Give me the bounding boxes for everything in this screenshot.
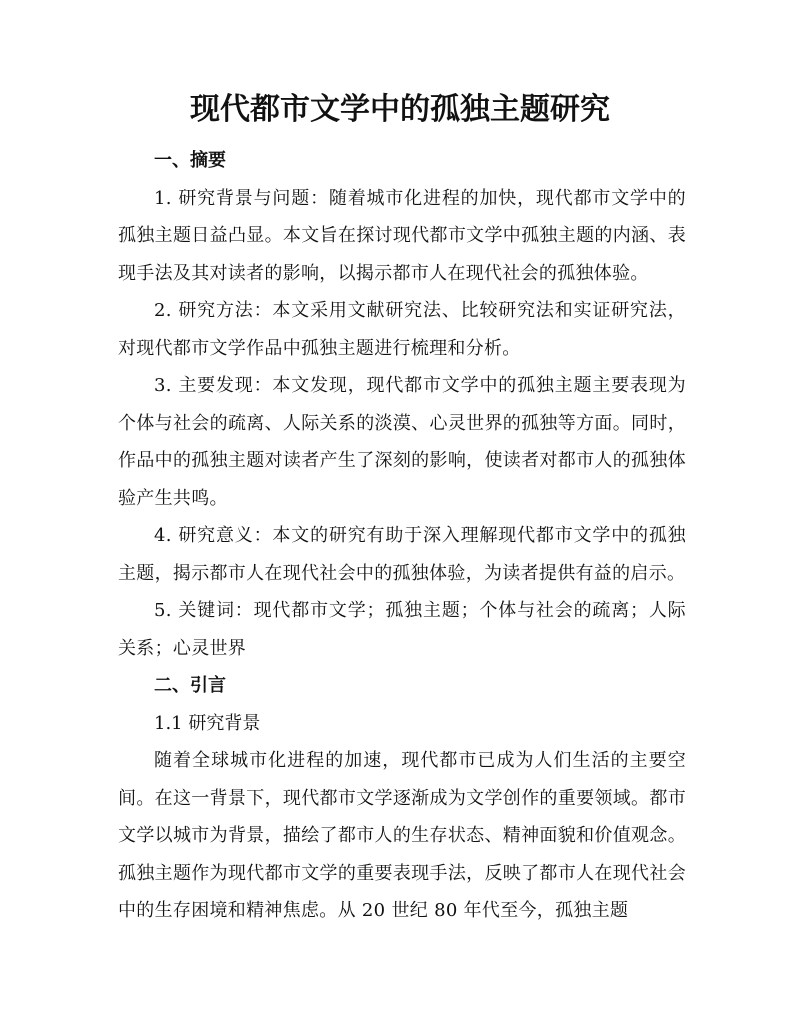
abstract-item-significance: 4. 研究意义：本文的研究有助于深入理解现代都市文学中的孤独主题，揭示都市人在现代社会中的孤独体验，为读者提供有益的启示。: [118, 525, 686, 584]
section-heading-abstract: 一、摘要: [154, 150, 226, 171]
document-body: [118, 142, 686, 930]
abstract-item-keywords: 5. 关键词：现代都市文学；孤独主题；个体与社会的疏离；人际关系；心灵世界: [118, 600, 686, 659]
document-title: 现代都市文学中的孤独主题研究: [190, 92, 610, 127]
abstract-item-findings: 3. 主要发现：本文发现，现代都市文学中的孤独主题主要表现为个体与社会的疏离、人际关系的淡漠、心灵世界的孤独等方面。同时，作品中的孤独主题对读者产生了深刻的影响，使读者对都市人的孤独体验产生共鸣。: [118, 375, 686, 509]
subsection-heading-background: 1.1 研究背景: [154, 712, 261, 734]
abstract-item-method: 2. 研究方法：本文采用文献研究法、比较研究法和实证研究法，对现代都市文学作品中孤独主题进行梳理和分析。: [118, 300, 686, 359]
intro-paragraph: 随着全球城市化进程的加速，现代都市已成为人们生活的主要空间。在这一背景下，现代都市文学逐渐成为文学创作的重要领域。都市文学以城市为背景，描绘了都市人的生存状态、精神面貌和价值观念。孤独主题作为现代都市文学的重要表现手法，反映了都市人在现代社会中的生存困境和精神焦虑。从 20 世纪 80 年代至今，孤独主题: [118, 750, 686, 921]
abstract-item-background: 1. 研究背景与问题：随着城市化进程的加快，现代都市文学中的孤独主题日益凸显。本文旨在探讨现代都市文学中孤独主题的内涵、表现手法及其对读者的影响，以揭示都市人在现代社会的孤独体验。: [118, 187, 686, 284]
section-heading-intro: 二、引言: [154, 675, 226, 696]
